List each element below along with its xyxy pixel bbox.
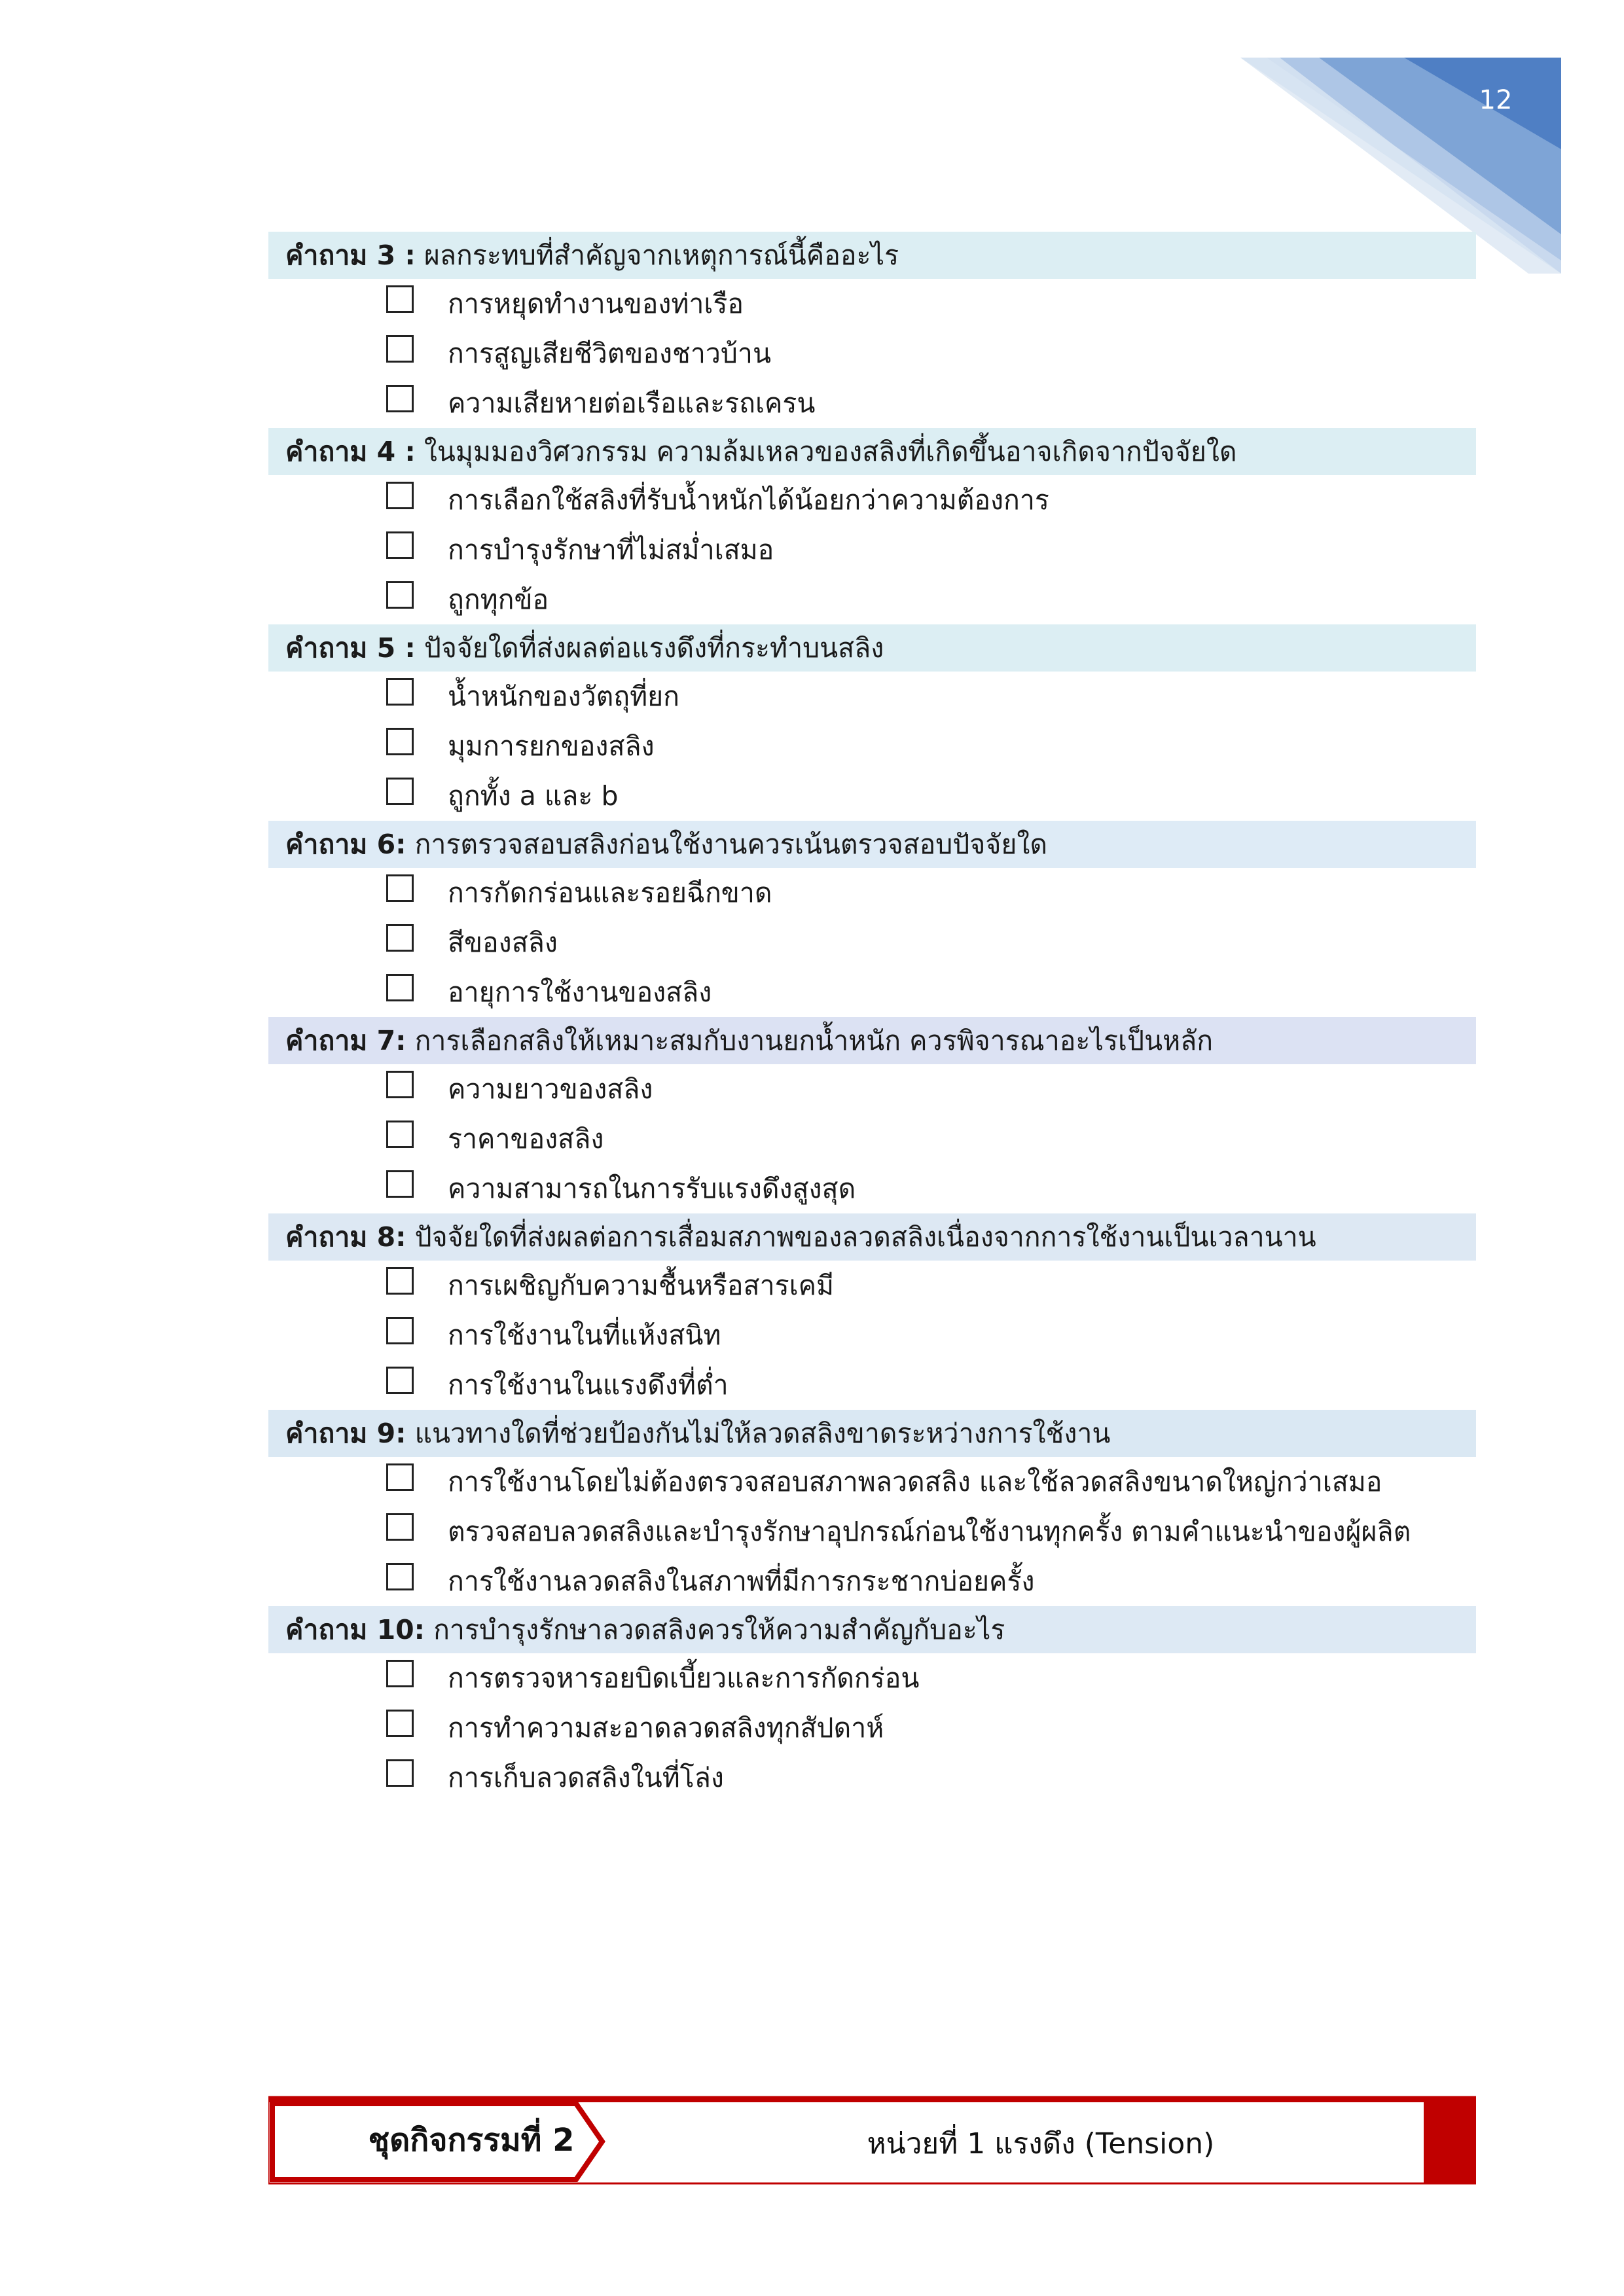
option-item bbox=[268, 918, 1476, 967]
checkbox-icon[interactable] bbox=[386, 1463, 414, 1491]
option-item bbox=[268, 575, 1476, 624]
option-item bbox=[268, 1556, 1476, 1606]
option-text: น้ำหนักของวัตถุที่ยก bbox=[448, 680, 679, 712]
option-item bbox=[268, 1653, 1476, 1703]
question-10 bbox=[268, 1606, 1476, 1803]
checkbox-icon[interactable] bbox=[386, 335, 414, 363]
question-header bbox=[268, 1213, 1476, 1261]
question-header bbox=[268, 1410, 1476, 1457]
option-text: การเผชิญกับความชื้นหรือสารเคมี bbox=[448, 1269, 835, 1301]
question-header bbox=[268, 1017, 1476, 1064]
option-item bbox=[268, 1310, 1476, 1360]
option-item bbox=[268, 672, 1476, 721]
option-item bbox=[268, 1114, 1476, 1164]
option-list bbox=[268, 1064, 1476, 1213]
checkbox-icon[interactable] bbox=[386, 285, 414, 313]
option-item bbox=[268, 475, 1476, 525]
option-item bbox=[268, 1507, 1476, 1556]
option-list bbox=[268, 1261, 1476, 1410]
option-text: การเก็บลวดสลิงในที่โล่ง bbox=[448, 1761, 724, 1793]
footer-unit-title: หน่วยที่ 1 แรงดึง (Tension) bbox=[867, 2127, 1215, 2161]
option-item bbox=[268, 1457, 1476, 1507]
option-text: ความเสียหายต่อเรือและรถเครน bbox=[448, 387, 816, 419]
option-item bbox=[268, 1164, 1476, 1213]
question-text: ในมุมมองวิศวกรรม ความล้มเหลวของสลิงที่เกิดขึ้นอาจเกิดจากปัจจัยใด bbox=[415, 436, 1237, 467]
option-text: การกัดกร่อนและรอยฉีกขาด bbox=[448, 876, 772, 908]
option-list bbox=[268, 475, 1476, 624]
checkbox-icon[interactable] bbox=[386, 1317, 414, 1344]
question-header bbox=[268, 1606, 1476, 1653]
question-text: ผลกระทบที่สำคัญจากเหตุการณ์นี้คืออะไร bbox=[415, 240, 899, 271]
option-item bbox=[268, 279, 1476, 329]
checkbox-icon[interactable] bbox=[386, 874, 414, 902]
checkbox-icon[interactable] bbox=[386, 1121, 414, 1148]
checkbox-icon[interactable] bbox=[386, 1513, 414, 1541]
question-label: คำถาม 6: bbox=[285, 829, 406, 860]
checkbox-icon[interactable] bbox=[386, 1367, 414, 1394]
question-label: คำถาม 3 : bbox=[285, 240, 416, 271]
option-item bbox=[268, 1703, 1476, 1753]
option-item bbox=[268, 1064, 1476, 1114]
question-header bbox=[268, 821, 1476, 868]
question-label: คำถาม 8: bbox=[285, 1221, 406, 1253]
question-text: ปัจจัยใดที่ส่งผลต่อการเสื่อมสภาพของลวดสลิงเนื่องจากการใช้งานเป็นเวลานาน bbox=[406, 1221, 1316, 1253]
checkbox-icon[interactable] bbox=[386, 385, 414, 412]
question-label: คำถาม 7: bbox=[285, 1025, 406, 1056]
option-list bbox=[268, 1457, 1476, 1606]
question-text: แนวทางใดที่ช่วยป้องกันไม่ให้ลวดสลิงขาดระหว่างการใช้งาน bbox=[406, 1418, 1111, 1449]
option-list bbox=[268, 868, 1476, 1017]
option-list bbox=[268, 672, 1476, 821]
option-item bbox=[268, 967, 1476, 1017]
page-footer bbox=[268, 2094, 1476, 2186]
question-9 bbox=[268, 1410, 1476, 1606]
checkbox-icon[interactable] bbox=[386, 482, 414, 509]
question-label: คำถาม 9: bbox=[285, 1418, 406, 1449]
option-text: อายุการใช้งานของสลิง bbox=[448, 976, 712, 1008]
option-item bbox=[268, 771, 1476, 821]
question-label: คำถาม 5 : bbox=[285, 632, 416, 664]
question-8 bbox=[268, 1213, 1476, 1410]
checkbox-icon[interactable] bbox=[386, 974, 414, 1001]
option-item bbox=[268, 378, 1476, 428]
question-4 bbox=[268, 428, 1476, 624]
option-text: การหยุดทำงานของท่าเรือ bbox=[448, 287, 744, 319]
checkbox-icon[interactable] bbox=[386, 728, 414, 755]
question-header bbox=[268, 624, 1476, 672]
option-text: ความสามารถในการรับแรงดึงสูงสุด bbox=[448, 1172, 856, 1204]
option-text: ความยาวของสลิง bbox=[448, 1073, 653, 1105]
option-text: ราคาของสลิง bbox=[448, 1122, 604, 1155]
option-text: มุมการยกของสลิง bbox=[448, 730, 655, 762]
question-label: คำถาม 4 : bbox=[285, 436, 416, 467]
question-7 bbox=[268, 1017, 1476, 1213]
option-text: การบำรุงรักษาที่ไม่สม่ำเสมอ bbox=[448, 533, 774, 565]
option-text: การใช้งานโดยไม่ต้องตรวจสอบสภาพลวดสลิง และใช้ลวดสลิงขนาดใหญ่กว่าเสมอ bbox=[448, 1465, 1382, 1498]
option-item bbox=[268, 868, 1476, 918]
checkbox-icon[interactable] bbox=[386, 1563, 414, 1590]
question-header bbox=[268, 232, 1476, 279]
option-text: การตรวจหารอยบิดเบี้ยวและการกัดกร่อน bbox=[448, 1662, 920, 1694]
option-text: การทำความสะอาดลวดสลิงทุกสัปดาห์ bbox=[448, 1712, 884, 1744]
option-item bbox=[268, 721, 1476, 771]
option-list bbox=[268, 279, 1476, 428]
option-text: การใช้งานลวดสลิงในสภาพที่มีการกระชากบ่อยครั้ง bbox=[448, 1565, 1035, 1597]
option-item bbox=[268, 1261, 1476, 1310]
checkbox-icon[interactable] bbox=[386, 1759, 414, 1787]
option-item bbox=[268, 525, 1476, 575]
checkbox-icon[interactable] bbox=[386, 678, 414, 706]
question-label: คำถาม 10: bbox=[285, 1614, 425, 1645]
checkbox-icon[interactable] bbox=[386, 581, 414, 609]
question-5 bbox=[268, 624, 1476, 821]
checkbox-icon[interactable] bbox=[386, 1710, 414, 1737]
checkbox-icon[interactable] bbox=[386, 1267, 414, 1295]
question-text: การบำรุงรักษาลวดสลิงควรให้ความสำคัญกับอะไร bbox=[425, 1614, 1005, 1645]
option-text: การสูญเสียชีวิตของชาวบ้าน bbox=[448, 337, 771, 369]
checkbox-icon[interactable] bbox=[386, 924, 414, 952]
option-text: การใช้งานในที่แห้งสนิท bbox=[448, 1319, 721, 1351]
checkbox-icon[interactable] bbox=[386, 531, 414, 559]
option-item bbox=[268, 1360, 1476, 1410]
option-item bbox=[268, 329, 1476, 378]
option-text: ตรวจสอบลวดสลิงและบำรุงรักษาอุปกรณ์ก่อนใช้งานทุกครั้ง ตามคำแนะนำของผู้ผลิต bbox=[448, 1515, 1411, 1547]
footer-activity-title: ชุดกิจกรรมที่ 2 bbox=[368, 2122, 575, 2159]
page-number: 12 bbox=[1479, 85, 1513, 115]
option-text: การเลือกใช้สลิงที่รับน้ำหนักได้น้อยกว่าความต้องการ bbox=[448, 484, 1049, 516]
question-6 bbox=[268, 821, 1476, 1017]
option-text: การใช้งานในแรงดึงที่ต่ำ bbox=[448, 1369, 729, 1401]
checkbox-icon[interactable] bbox=[386, 1071, 414, 1098]
question-3 bbox=[268, 232, 1476, 428]
checkbox-icon[interactable] bbox=[386, 1170, 414, 1198]
checkbox-icon[interactable] bbox=[386, 778, 414, 805]
option-text: ถูกทั้ง a และ b bbox=[448, 780, 619, 812]
option-item bbox=[268, 1753, 1476, 1803]
option-text: สีของสลิง bbox=[448, 926, 558, 958]
checkbox-icon[interactable] bbox=[386, 1660, 414, 1687]
question-text: การตรวจสอบสลิงก่อนใช้งานควรเน้นตรวจสอบปัจจัยใด bbox=[406, 829, 1048, 860]
quiz-section bbox=[268, 232, 1476, 1803]
option-list bbox=[268, 1653, 1476, 1803]
question-text: การเลือกสลิงให้เหมาะสมกับงานยกน้ำหนัก ควรพิจารณาอะไรเป็นหลัก bbox=[406, 1025, 1214, 1056]
question-header bbox=[268, 428, 1476, 475]
question-text: ปัจจัยใดที่ส่งผลต่อแรงดึงที่กระทำบนสลิง bbox=[415, 632, 884, 664]
option-text: ถูกทุกข้อ bbox=[448, 583, 549, 615]
